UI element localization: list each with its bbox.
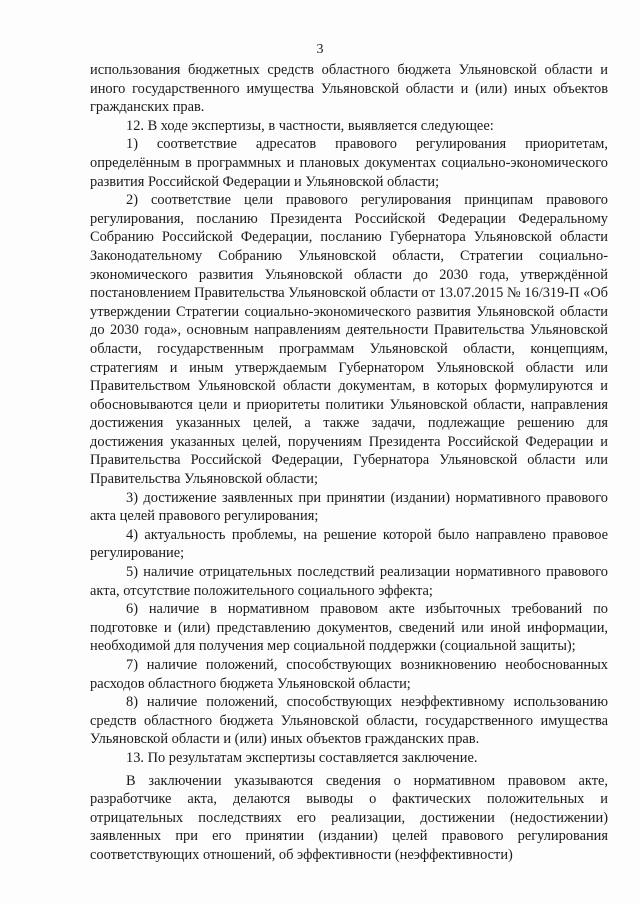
paragraph-item-13: 13. По результатам экспертизы составляется заключение. — [126, 749, 478, 766]
paragraph-subitem-1: 1) соответствие адресатов правового регулирования приоритетам, определённым в программных и плановых документах социально-экономического развития Российской Федерации и Ульяновской области; — [90, 136, 608, 190]
paragraph-subitem-2: 2) соответствие цели правового регулирования принципам правового регулирования, посланию Президента Российской Федерации Федеральному Собранию Российской Федерации, посланию Губернатора Ульяновской области Законодательному Собранию Ульяновской области, Стратегии социально-экономического развития Ульяновской области до 2030 года, утверждённой постановлением Правительства Ульяновской области от 13.07.2015 № 16/319-П «Об утверждении Стратегии социально-экономического развития Ульяновской области до 2030 года», основным направлениям деятельности Правительства Ульяновской области, государственным программам Ульяновской области, концепциям, стратегиям и иным утверждаемым Губернатором Ульяновской области или Правительством Ульяновской области документам, в которых формулируются и обосновываются цели и приоритеты политики Ульяновской области, направления достижения указанных целей, а также задачи, подлежащие решению для достижения указанных целей, поручениям Президента Российской Федерации и Правительства Российской Федерации, Губернатора Ульяновской области или Правительства Ульяновской области; — [90, 192, 608, 488]
paragraph-conclusion: В заключении указываются сведения о нормативном правовом акте, разработчике акта, делаются выводы о фактических положительных и отрицательных последствиях его реализации, достижении (недостижении) заявленных при его принятии (издании) целей правового регулирования соответствующих отношений, об эффективности (неэффективности) — [90, 772, 608, 863]
document-body — [90, 61, 608, 865]
paragraph-subitem-6: 6) наличие в нормативном правовом акте избыточных требований по подготовке и (или) представлению документов, сведений или иной информации, необходимой для получения мер социальной поддержки (социальной защиты); — [90, 601, 608, 655]
paragraph-subitem-7: 7) наличие положений, способствующих возникновению необоснованных расходов областного бюджета Ульяновской области; — [90, 657, 608, 692]
paragraph-subitem-5: 5) наличие отрицательных последствий реализации нормативного правового акта, отсутствие положительного социального эффекта; — [90, 564, 608, 599]
paragraph-subitem-8: 8) наличие положений, способствующих неэффективному использованию средств областного бюджета Ульяновской области, государственного имущества Ульяновской области и (или) иных объектов гражданских прав. — [90, 694, 608, 748]
paragraph-subitem-4: 4) актуальность проблемы, на решение которой было направлено правовое регулирование; — [90, 526, 608, 562]
paragraph-subitem-3: 3) достижение заявленных при принятии (издании) нормативного правового акта целей правового регулирования; — [90, 489, 608, 525]
paragraph-item-12: 12. В ходе экспертизы, в частности, выявляется следующее: — [126, 117, 494, 134]
paragraph-continuation: использования бюджетных средств областного бюджета Ульяновской области и иного государственного имущества Ульяновской области и (или) иных объектов гражданских прав. — [90, 62, 608, 116]
page-number: 3 — [316, 42, 324, 57]
